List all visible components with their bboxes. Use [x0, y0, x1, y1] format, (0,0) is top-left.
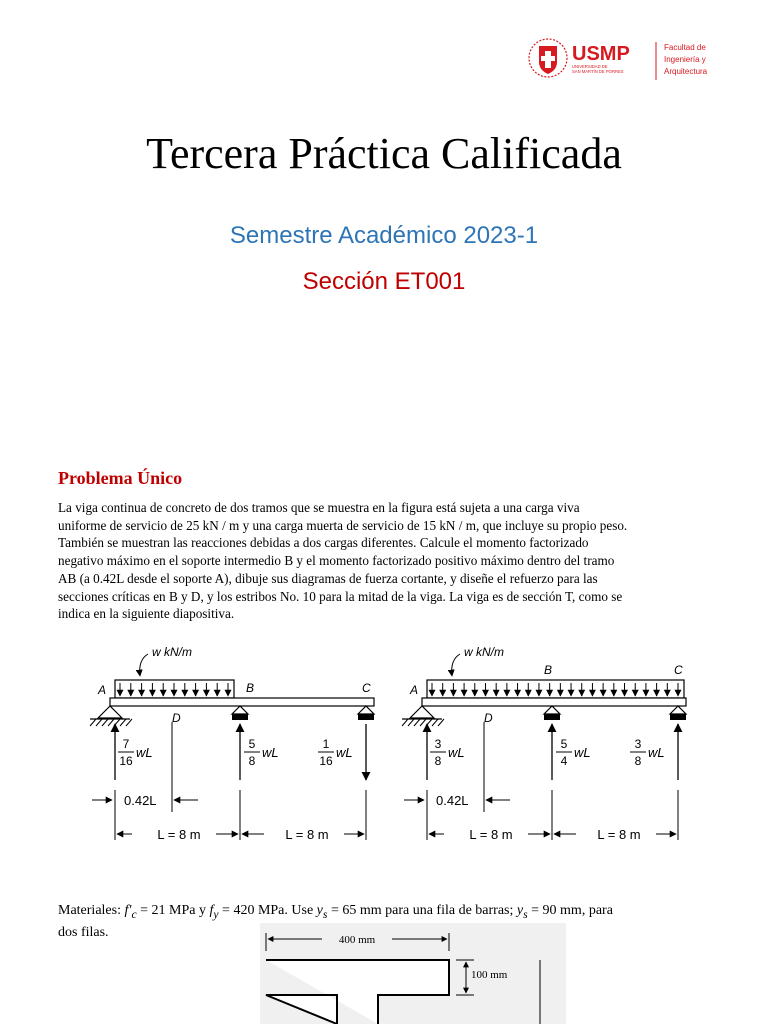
ground-hatch	[108, 719, 114, 726]
section-label: Sección ET001	[302, 268, 466, 295]
roller-base	[670, 714, 686, 720]
problem-title: Problema Único	[58, 468, 183, 488]
roller-support-c	[670, 706, 686, 714]
problem-line: uniforme de servicio de 25 kN / m y una carga muerta de servicio de 15 kN / m, que incluye su propio peso.	[58, 517, 628, 533]
materials-line-2: dos filas.	[58, 924, 109, 940]
roller-support-b	[544, 706, 560, 714]
materials-prefix: Materiales:	[58, 903, 125, 918]
faculty-line-2: Ingeniería y	[664, 55, 706, 64]
ground-hatch	[420, 719, 426, 726]
roller-base	[232, 714, 248, 720]
faculty-line-3: Arquitectura	[664, 67, 708, 76]
reaction-a-wl: wL	[448, 745, 465, 760]
reaction-a-den: 8	[434, 754, 442, 768]
pin-support-a	[410, 706, 434, 718]
load-pointer	[140, 654, 148, 676]
span-label-2: L = 8 m	[597, 827, 641, 842]
label-b: B	[246, 681, 255, 695]
label-b: B	[544, 663, 553, 677]
page-title: Tercera Práctica Calificada	[146, 129, 622, 178]
flange-label: 100 mm	[471, 969, 508, 981]
reaction-b-num: 5	[560, 737, 568, 751]
ground-hatch	[432, 719, 438, 726]
fc-subscript: c	[131, 907, 137, 921]
fy-subscript: y	[213, 907, 219, 921]
reaction-a-den: 16	[119, 754, 133, 768]
load-label: w kN/m	[152, 645, 192, 659]
beam-diagram-left	[90, 645, 374, 842]
reaction-c-wl: wL	[336, 745, 353, 760]
label-c: C	[362, 681, 371, 695]
ground-hatch	[438, 719, 444, 726]
label-a: A	[410, 683, 419, 697]
ys-two-rows: = 90 mm, para	[527, 903, 613, 918]
ground-hatch	[102, 719, 108, 726]
reaction-b-den: 8	[248, 754, 256, 768]
problem-line: AB (a 0.42L desde el soporte A), dibuje sus diagramas de fuerza cortante, y diseñe el refuerzo para las	[58, 570, 598, 586]
ground-hatch	[408, 719, 414, 726]
problem-line: negativo máximo en el soporte intermedio B y el momento factorizado positivo máximo dentro del tramo	[58, 553, 615, 569]
reaction-c-num: 3	[634, 737, 642, 751]
beam	[110, 698, 374, 706]
width-label: 400 mm	[338, 934, 376, 946]
reaction-c-den: 16	[319, 754, 333, 768]
ys-symbol: y	[316, 903, 323, 918]
ground-hatch	[126, 719, 132, 726]
dim-042l: 0.42L	[436, 793, 469, 808]
label-c: C	[674, 663, 683, 677]
ground-hatch	[402, 719, 408, 726]
label-a: A	[98, 683, 107, 697]
label-d: D	[172, 711, 181, 725]
span-label-2: L = 8 m	[285, 827, 329, 842]
ground-hatch	[120, 719, 126, 726]
reaction-b-den: 4	[560, 754, 568, 768]
reaction-a-num: 7	[122, 737, 130, 751]
problem-line: indica en la siguiente diapositiva.	[58, 606, 235, 622]
label-d: D	[484, 711, 493, 725]
problem-statement	[58, 499, 710, 623]
problem-line: La viga continua de concreto de dos tramos que se muestra en la figura está sujeta a una carga viva	[58, 500, 580, 515]
roller-support-b	[232, 706, 248, 714]
roller-base	[544, 714, 560, 720]
ys-one-row: = 65 mm para una fila de barras;	[327, 903, 517, 918]
span-label-1: L = 8 m	[469, 827, 513, 842]
span-label-1: L = 8 m	[157, 827, 201, 842]
t-section-drawing	[260, 923, 566, 1024]
roller-base	[358, 714, 374, 720]
ys-symbol: y	[516, 903, 524, 918]
fc-value: = 21 MPa y	[136, 903, 210, 918]
logo-text: USMP	[572, 43, 630, 65]
usmp-logo	[526, 34, 726, 84]
load-pointer	[452, 654, 460, 676]
fc-symbol: f′	[124, 903, 132, 918]
reaction-b-num: 5	[248, 737, 256, 751]
ground-hatch	[414, 719, 420, 726]
roller-support-c	[358, 706, 374, 714]
ground-hatch	[90, 719, 96, 726]
semester-label: Semestre Académico 2023-1	[229, 222, 539, 249]
faculty-line-1: Facultad de	[664, 43, 706, 52]
dim-042l: 0.42L	[124, 793, 157, 808]
reaction-c-num: 1	[322, 737, 330, 751]
beam	[422, 698, 686, 706]
fy-value: = 420 MPa. Use	[218, 903, 317, 918]
reaction-c-wl: wL	[648, 745, 665, 760]
logo-sub1: UNIVERSIDAD DE	[572, 64, 608, 69]
ys-subscript: s	[322, 907, 328, 921]
problem-line: secciones críticas en B y D, y los estribos No. 10 para la mitad de la viga. La viga es de sección T, como se	[58, 588, 623, 604]
beam-diagrams	[80, 640, 720, 852]
reaction-b-wl: wL	[262, 745, 279, 760]
reaction-a-num: 3	[434, 737, 442, 751]
reaction-b-wl: wL	[574, 745, 591, 760]
load-label: w kN/m	[464, 645, 504, 659]
ys-subscript: s	[523, 907, 528, 921]
pin-support-a	[98, 706, 122, 718]
logo-sub2: SAN MARTÍN DE PORRES	[572, 69, 624, 74]
beam-diagram-right	[402, 645, 686, 842]
reaction-a-wl: wL	[136, 745, 153, 760]
ground-hatch	[96, 719, 102, 726]
problem-line: También se muestran las reacciones debidas a dos cargas diferentes. Calcule el momento factorizado	[58, 535, 589, 551]
reaction-c-den: 8	[634, 754, 642, 768]
fy-symbol: f	[209, 903, 214, 918]
